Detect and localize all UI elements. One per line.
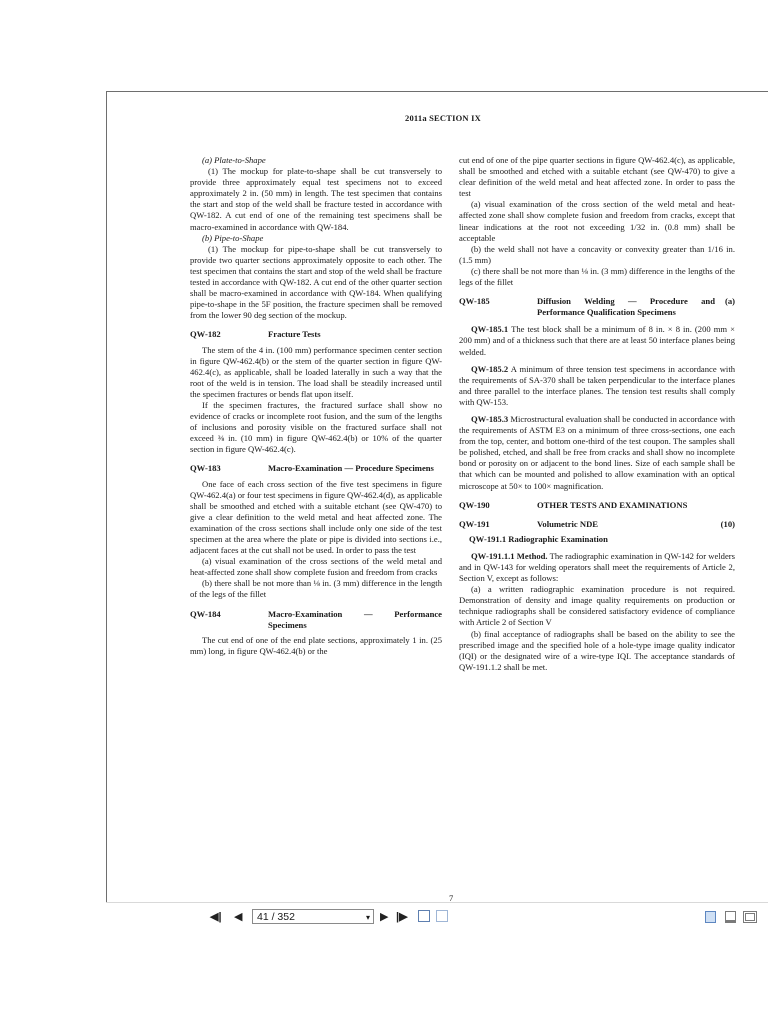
- viewer-toolbar: [106, 902, 768, 931]
- revision-tag: (10): [720, 518, 735, 529]
- section-heading: [190, 329, 442, 340]
- subsection-heading: QW-191.1 Radiographic Examination: [469, 533, 608, 544]
- section-title: Diffusion Welding — Procedure and Performance Qualification Specimens: [537, 296, 715, 318]
- section-heading: [459, 500, 735, 511]
- section-number: QW-191: [459, 518, 490, 529]
- previous-page-button[interactable]: ◀: [234, 911, 243, 923]
- clause-number: QW-185.3: [471, 413, 509, 424]
- paragraph: (a) visual examination of the cross sections of the weld metal and heat-affected zone shall show complete fusion and freedom from cracks: [190, 556, 442, 578]
- paragraph: [459, 364, 735, 408]
- two-page-icon[interactable]: [436, 910, 448, 922]
- single-page-icon[interactable]: [418, 910, 430, 922]
- paragraph: The stem of the 4 in. (100 mm) performance specimen center section in figure QW-462.4(b) or the stem of the quarter section in figure QW-462.4(c), as applicable, shall be loaded laterally in such a way that the root of the weld is in tension. The load shall be steadily increased until the specimen fractures or bends flat upon itself.: [190, 344, 442, 399]
- section-heading: [459, 519, 735, 530]
- paragraph: (a) a written radiographic examination procedure is not required. Demonstration of density and image quality requirements on production or technique radiographs shall be considered satisfactory evidence of compliance with Article 2 of Section V: [459, 584, 735, 628]
- clause-text: The test block shall be a minimum of 8 in. × 8 in. (200 mm × 200 mm) and of a thickness such that there are at least 50 interface planes being welded.: [459, 324, 735, 357]
- page-number-value: 41 / 352: [257, 911, 295, 923]
- paragraph: (a) visual examination of the cross section of the weld metal and heat-affected zone shall show complete fusion and freedom from cracks, except that linear indications at the root not exceeding 1/32 in. (0.8 mm) shall be acceptable: [459, 199, 735, 243]
- paragraph: (b) final acceptance of radiographs shall be based on the ability to see the prescribed image and the specified hole of a hole-type image quality indicator (IQI) or the designated wire of a wire-type IQI. The acceptance standards of QW-191.1.2 shall be met.: [459, 628, 735, 672]
- paragraph: (1) The mockup for pipe-to-shape shall be cut transversely to provide two quarter sections approximately opposite to each other. The test specimen that contains the start and stop of the weld shall be fracture tested in accordance with QW-182. A cut end of the other quarter section shall be macro-examined in accordance with QW-184. When qualifying pipe-to-shape in the 5F position, the fracture specimen shall be removed from the lower 90 deg section of the mockup.: [190, 243, 442, 321]
- right-column: [459, 155, 735, 673]
- section-title: Macro-Examination — Performance Specimens: [268, 608, 442, 630]
- section-title: Fracture Tests: [268, 329, 321, 340]
- paragraph: [459, 324, 735, 357]
- section-number: QW-190: [459, 499, 490, 510]
- section-heading: [190, 609, 442, 631]
- paragraph: One face of each cross section of the five test specimens in figure QW-462.4(a) or four test specimens in figure QW-462.4(d), as applicable shall be smoothed and etched with a suitable etchant (see QW-470) to give a clear definition to the weld metal and heat affected zone. The examination of the cross sections shall include only one side of the test specimen at the area where the plate or pipe is divided into sections i.e., adjacent faces at the cut shall not be used. In order to pass the test: [190, 478, 443, 556]
- paragraph: (b) Pipe-to-Shape: [202, 232, 264, 243]
- view-double-icon[interactable]: [743, 911, 757, 923]
- last-page-button[interactable]: |▶: [396, 911, 408, 923]
- section-heading: [459, 296, 735, 318]
- clause-number: QW-191.1.1 Method.: [471, 550, 548, 561]
- section-title: Volumetric NDE: [537, 518, 599, 529]
- chevron-down-icon[interactable]: ▾: [365, 913, 370, 922]
- paragraph: (b) the weld shall not have a concavity or convexity greater than 1/16 in. (1.5 mm): [459, 243, 735, 265]
- page-header: 2011a SECTION IX: [405, 113, 481, 123]
- section-title: Macro-Examination — Procedure Specimens: [268, 463, 434, 474]
- clause-text: The radiographic examination in QW-142 for welders and in QW-143 for welding operators shall meet the requirements of Article 2, Section V, except as follows:: [459, 550, 735, 584]
- section-heading: [190, 463, 442, 474]
- page-number-field[interactable]: [252, 909, 374, 924]
- section-number: QW-182: [190, 329, 221, 340]
- paragraph: (b) there shall be not more than ⅛ in. (3 mm) difference in the length of the legs of the fillet: [190, 578, 442, 600]
- paragraph: The cut end of one of the end plate sections, approximately 1 in. (25 mm) long, in figure QW-462.4(b) or the: [190, 634, 442, 656]
- clause-text: Microstructural evaluation shall be conducted in accordance with the requirements of ASTM E3 on a minimum of three cross-sections, one each from the top, center, and bottom one-third of the test coupon. The samples shall be polished, etched, and shall be free from cracks and shall show no incomplete bond or porosity on or adjacent to the bond lines. Size of each sample shall be that which can be mounted and polished to allow examination with an optical microscope at 50× to 100× magnification.: [459, 413, 735, 491]
- section-title: OTHER TESTS AND EXAMINATIONS: [537, 499, 688, 510]
- next-page-button[interactable]: ▶: [380, 911, 389, 923]
- paragraph: (1) The mockup for plate-to-shape shall be cut transversely to provide three approximately equal test specimens not to exceed approximately 2 in. (50 mm) in length. The test specimen that contains the start and stop of the weld shall be fracture tested in accordance with QW-182. A cut end of one of the remaining test specimens shall be macro-examined in accordance with QW-184.: [190, 166, 442, 232]
- paragraph: If the specimen fractures, the fractured surface shall show no evidence of cracks or incomplete root fusion, and the sum of the lengths of inclusions and porosity visible on the fractured surface shall not exceed ⅜ in. (10 mm) in figure QW-462.4(b) or 10% of the quarter section in figure QW-462.4(c).: [190, 399, 442, 455]
- view-bookmark-icon[interactable]: [725, 911, 736, 923]
- paragraph: [459, 551, 735, 584]
- section-number: QW-184: [190, 608, 221, 619]
- paragraph: (c) there shall be not more than ⅛ in. (3 mm) difference in the lengths of the legs of the fillet: [459, 265, 735, 288]
- left-column: [190, 155, 442, 657]
- section-number: QW-185: [459, 296, 490, 307]
- paragraph: (a) Plate-to-Shape: [202, 155, 266, 165]
- revision-tag: (a): [724, 296, 735, 307]
- clause-text: A minimum of three tension test specimens in accordance with the requirements of SA-370 shall be taken perpendicular to the interface planes and three parallel to the interface planes. The tension test results shall comply with QW-153.: [459, 363, 735, 407]
- page-number: 7: [449, 893, 454, 903]
- first-page-button[interactable]: ◀|: [210, 911, 222, 923]
- paragraph: [459, 414, 735, 492]
- paragraph: cut end of one of the pipe quarter sections in figure QW-462.4(c), as applicable, shall be smoothed and etched with a suitable etchant (see QW-470) to give a clear definition of the weld metal and heat affected zone. In order to pass the test: [459, 155, 735, 199]
- section-number: QW-183: [190, 463, 221, 474]
- view-single-icon[interactable]: [705, 911, 716, 923]
- clause-number: QW-185.2: [471, 363, 509, 374]
- clause-number: QW-185.1: [471, 324, 509, 335]
